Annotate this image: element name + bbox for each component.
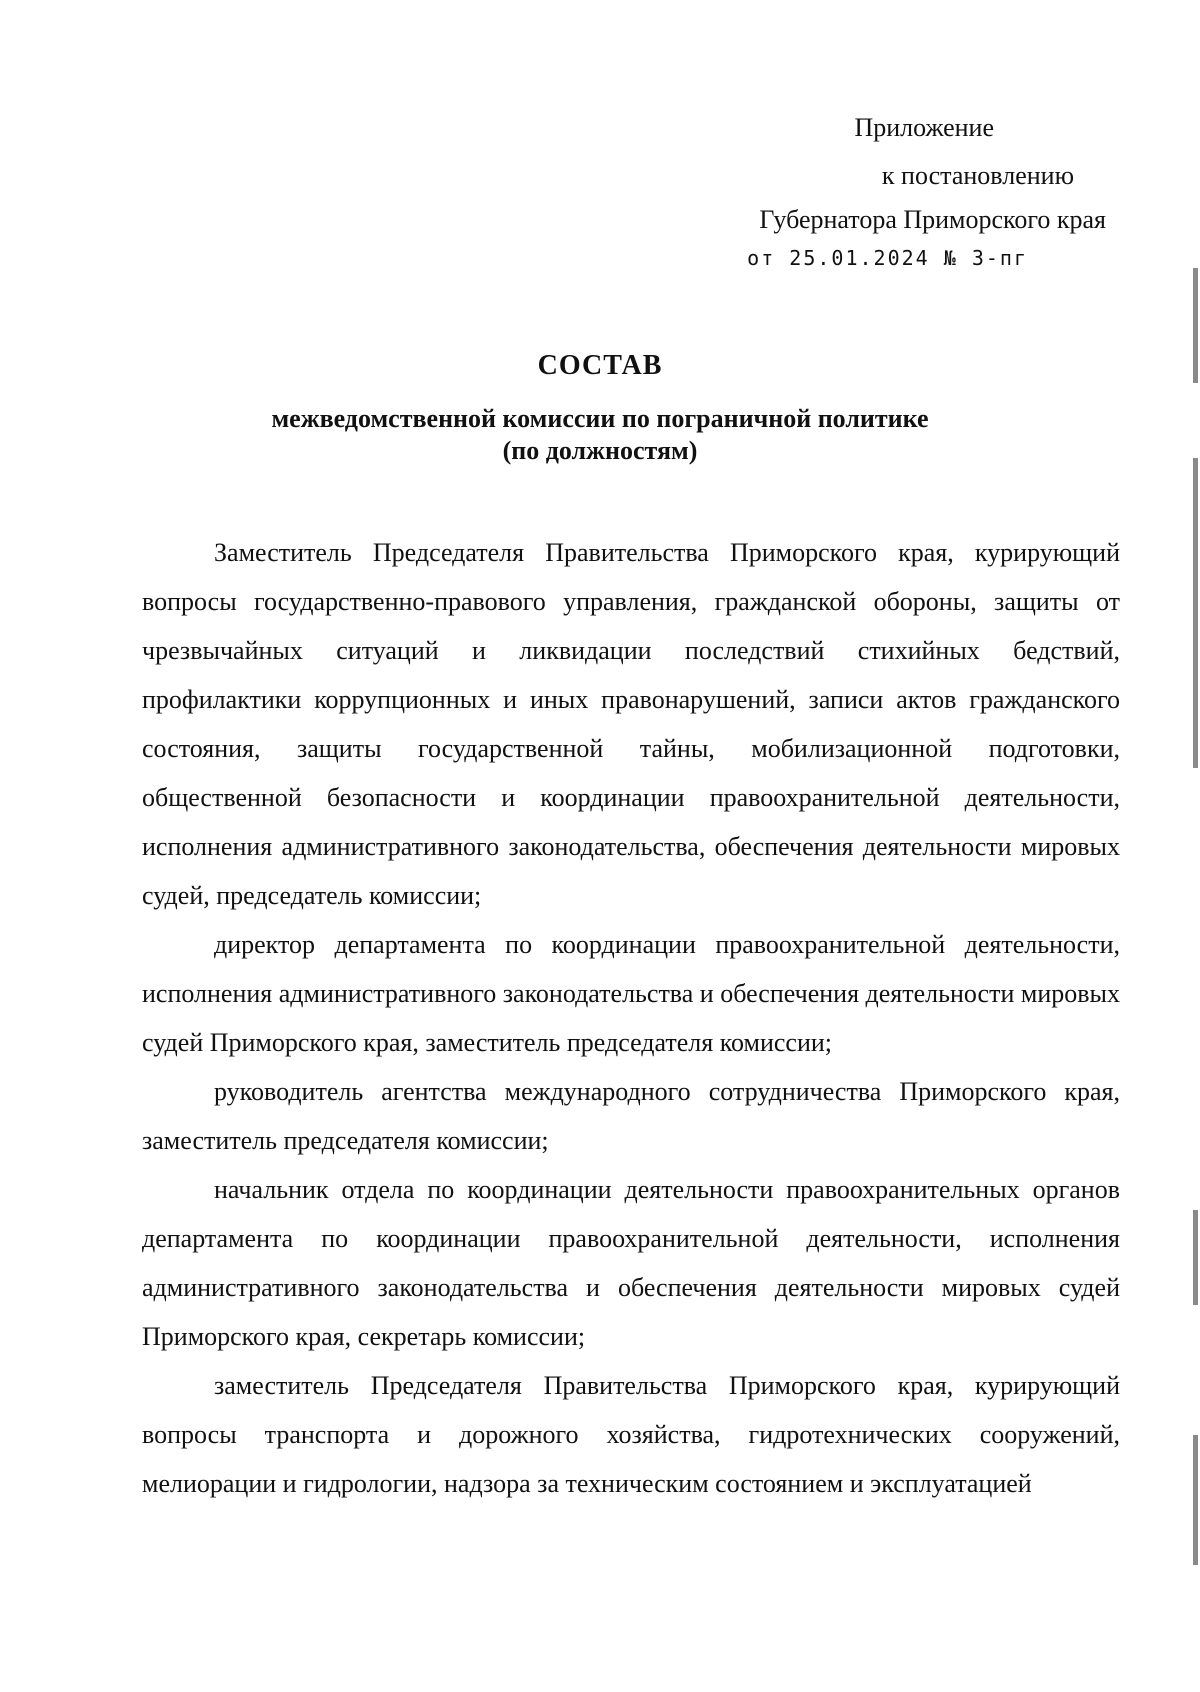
body-paragraph: начальник отдела по координации деятельности правоохранительных органов департамента по координации правоохранительной деятельности, исполнения административного законодательства и обеспечения деятельности мировых судей Приморского края, секретарь комиссии; — [142, 1175, 1120, 1351]
scan-edge-artifact — [1193, 458, 1198, 768]
appendix-issuer: Губернатора Приморского края — [759, 205, 1106, 234]
appendix-date-number: от 25.01.2024 № 3-пг — [747, 246, 1028, 270]
appendix-block — [686, 106, 1106, 274]
document-subtitle-line1: межведомственной комиссии по пограничной политике — [271, 404, 929, 433]
appendix-to-resolution: к постановлению — [881, 161, 1074, 190]
body-paragraph: Заместитель Председателя Правительства Приморского края, курирующий вопросы государственно-правового управления, гражданской обороны, защиты от чрезвычайных ситуаций и ликвидации последствий стихийных бедствий, профилактики коррупционных и иных правонарушений, записи актов гражданского состояния, защиты государственной тайны, мобилизационной подготовки, общественной безопасности и координации правоохранительной деятельности, исполнения административного законодательства, обеспечения деятельности мировых судей, председатель комиссии; — [142, 538, 1120, 910]
appendix-label: Приложение — [854, 113, 994, 142]
body-paragraph: директор департамента по координации правоохранительной деятельности, исполнения административного законодательства и обеспечения деятельности мировых судей Приморского края, заместитель председателя комиссии; — [142, 930, 1120, 1057]
document-body — [142, 528, 1120, 1508]
scan-edge-artifact — [1193, 1435, 1198, 1565]
body-paragraph: руководитель агентства международного сотрудничества Приморского края, заместитель председателя комиссии; — [142, 1077, 1120, 1155]
document-title: СОСТАВ — [537, 350, 663, 381]
scan-edge-artifact — [1193, 1210, 1198, 1305]
document-subtitle-line2: (по должностям) — [502, 436, 698, 465]
body-paragraph: заместитель Председателя Правительства Приморского края, курирующий вопросы транспорта и дорожного хозяйства, гидротехнических сооружений, мелиорации и гидрологии, надзора за техническим состоянием и эксплуатацией — [142, 1371, 1120, 1498]
